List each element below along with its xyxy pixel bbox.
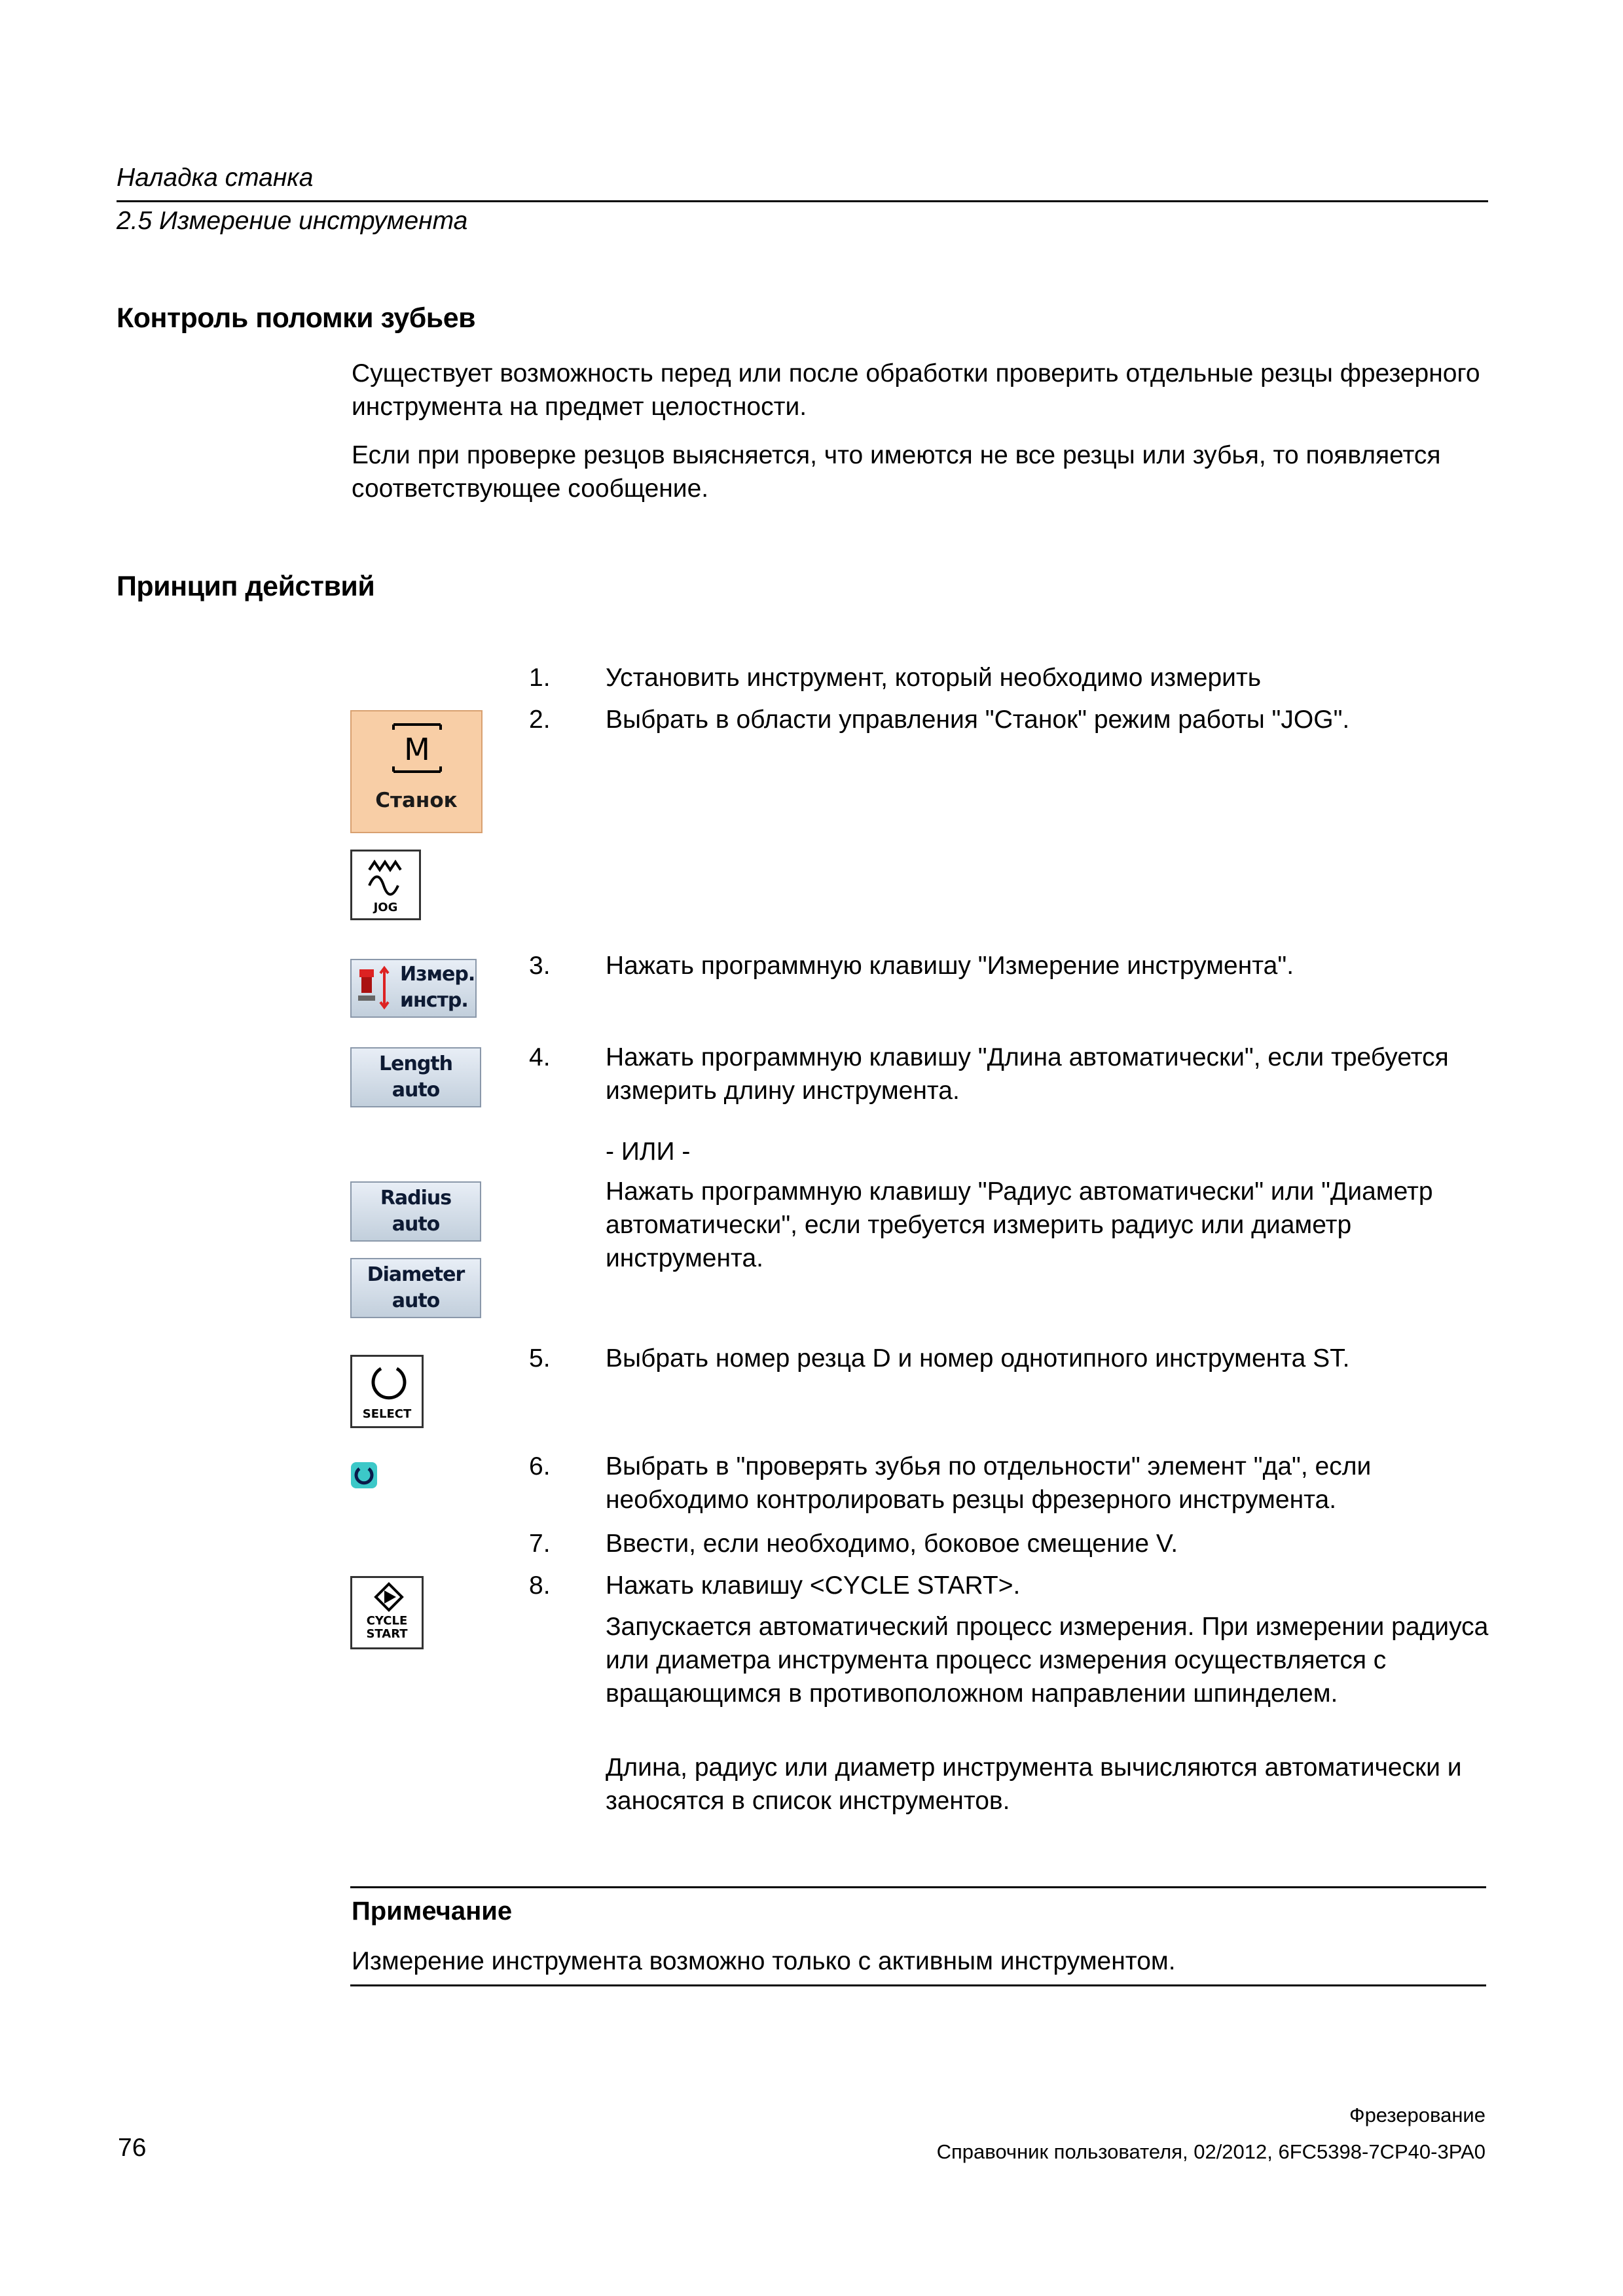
step-number: 3. <box>529 952 551 980</box>
jog-icon <box>364 857 409 901</box>
select-key-label: SELECT <box>362 1407 412 1421</box>
diameter-auto-softkey[interactable] <box>350 1258 481 1318</box>
or-separator: - ИЛИ - <box>606 1138 691 1166</box>
section-title-procedure: Принцип действий <box>117 571 375 602</box>
length-auto-softkey-line2: auto <box>392 1079 440 1102</box>
step-4-alternative: Нажать программную клавишу "Радиус автоматически" или "Диаметр автоматически", если требуется измерить радиус или диаметр инструмента. <box>606 1177 1433 1272</box>
machine-area-icon <box>391 722 443 774</box>
measure-tool-softkey-line1: Измер. <box>400 963 475 986</box>
diameter-auto-softkey-line2: auto <box>392 1289 440 1312</box>
cycle-start-key[interactable] <box>350 1576 424 1649</box>
step-text: Ввести, если необходимо, боковое смещение V. <box>606 1530 1178 1558</box>
measure-tool-softkey-line2: инстр. <box>400 989 468 1012</box>
measure-tool-softkey[interactable] <box>350 959 477 1018</box>
step-text: Нажать программную клавишу "Измерение инструмента". <box>606 952 1294 980</box>
step-8-result-paragraph: Запускается автоматический процесс измерения. При измерении радиуса или диаметра инструмента процесс измерения осуществляется с вращающимся в противоположном направлении шпинделем. <box>606 1613 1489 1708</box>
footer-book-title: Фрезерование <box>1349 2104 1486 2126</box>
intro-paragraph-2: Если при проверке резцов выясняется, что имеются не все резцы или зубья, то появляется соответствующее сообщение. <box>352 441 1441 503</box>
section-title-tooth-breakage: Контроль поломки зубьев <box>117 302 476 334</box>
step-number: 1. <box>529 664 551 692</box>
length-auto-softkey-line1: Length <box>379 1052 452 1075</box>
select-key[interactable] <box>350 1355 424 1428</box>
note-title: Примечание <box>352 1897 513 1926</box>
jog-key[interactable] <box>350 850 421 920</box>
header-rule <box>117 200 1488 202</box>
note-top-rule <box>350 1886 1486 1888</box>
step-8-result-paragraph-2: Длина, радиус или диаметр инструмента вычисляются автоматически и заносятся в список инструментов. <box>606 1753 1462 1815</box>
header-section: 2.5 Измерение инструмента <box>117 207 468 235</box>
step-text: Нажать клавишу <CYCLE START>. <box>606 1571 1021 1600</box>
step-number: 7. <box>529 1530 551 1558</box>
svg-text:M: M <box>404 732 430 767</box>
step-text: Выбрать номер резца D и номер однотипного инструмента ST. <box>606 1344 1350 1372</box>
step-text: Нажать программную клавишу "Длина автоматически", если требуется измерить длину инструмента. <box>606 1043 1449 1105</box>
cycle-start-key-label-line1: CYCLE <box>366 1614 408 1628</box>
toggle-icon[interactable] <box>350 1462 378 1489</box>
step-text: Выбрать в "проверять зубья по отдельности" элемент "да", если необходимо контролировать резцы фрезерного инструмента. <box>606 1452 1372 1514</box>
radius-auto-softkey[interactable] <box>350 1181 481 1242</box>
step-number: 8. <box>529 1571 551 1600</box>
step-text: Выбрать в области управления "Станок" режим работы "JOG". <box>606 706 1350 734</box>
page-number: 76 <box>118 2134 147 2162</box>
jog-key-label: JOG <box>373 901 398 914</box>
note-text: Измерение инструмента возможно только с активным инструментом. <box>352 1947 1176 1975</box>
select-icon <box>368 1362 410 1404</box>
machine-area-key-label: Станок <box>375 789 458 812</box>
header-chapter: Наладка станка <box>117 164 314 192</box>
step-number: 2. <box>529 706 551 734</box>
step-number: 5. <box>529 1344 551 1372</box>
note-bottom-rule <box>350 1984 1486 1986</box>
step-number: 4. <box>529 1043 551 1071</box>
tool-measure-icon <box>356 964 392 1013</box>
intro-paragraph-1: Существует возможность перед или после обработки проверить отдельные резцы фрезерного инструмента на предмет целостности. <box>352 359 1480 421</box>
machine-area-key[interactable] <box>350 710 483 833</box>
step-text: Установить инструмент, который необходимо измерить <box>606 664 1262 692</box>
cycle-start-key-label-line2: START <box>366 1627 408 1641</box>
length-auto-softkey[interactable] <box>350 1047 481 1107</box>
footer-document-id: Справочник пользователя, 02/2012, 6FC5398-7CP40-3PA0 <box>936 2140 1486 2163</box>
radius-auto-softkey-line2: auto <box>392 1213 440 1236</box>
radius-auto-softkey-line1: Radius <box>380 1187 452 1210</box>
cycle-start-icon <box>374 1582 404 1612</box>
diameter-auto-softkey-line1: Diameter <box>367 1263 465 1286</box>
step-number: 6. <box>529 1452 551 1480</box>
